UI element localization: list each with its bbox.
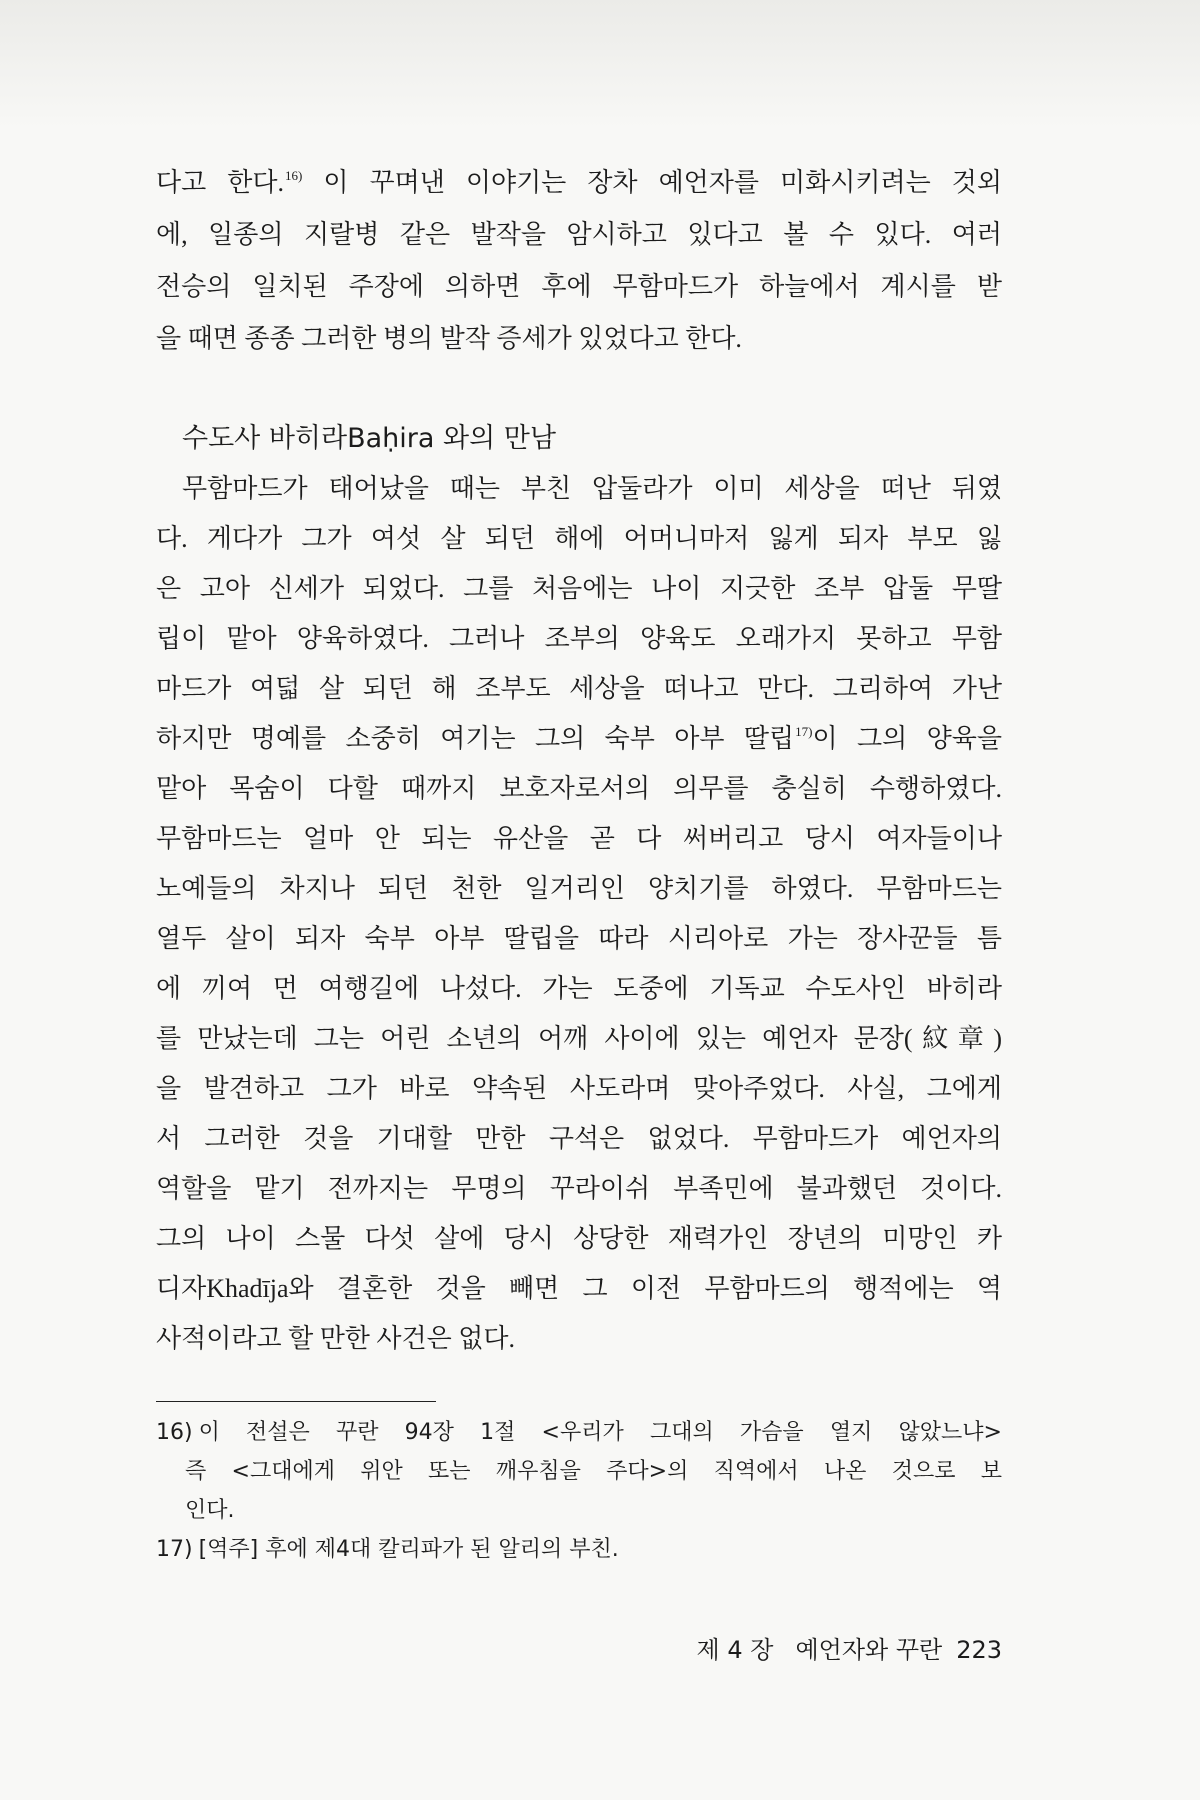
paragraph-line: 에, 일종의 지랄병 같은 발작을 암시하고 있다고 볼 수 있다. 여러	[156, 220, 1002, 249]
paragraph-line: 맡아 목숨이 다할 때까지 보호자로서의 의무를 충실히 수행하였다.	[156, 774, 1002, 803]
paragraph-line: 노예들의 차지나 되던 천한 일거리인 양치기를 하였다. 무함마드는	[156, 874, 1002, 903]
paragraph-continued	[156, 157, 1002, 365]
footnote-label: 16)	[156, 1420, 193, 1445]
paragraph-line: 립이 맡아 양육하였다. 그러나 조부의 양육도 오래가지 못하고 무함	[156, 624, 1002, 653]
footnote-ref-17: 17)	[795, 724, 813, 739]
line-text: 하지만 명예를 소중히 여기는 그의 숙부 아부 딸립	[156, 724, 795, 753]
scan-shading	[0, 0, 1200, 130]
paragraph-line: 사적이라고 할 만한 사건은 없다.	[156, 1324, 516, 1353]
paragraph-line: 마드가 여덟 살 되던 해 조부도 세상을 떠나고 만다. 그리하여 가난	[156, 674, 1002, 703]
line-text: 다고 한다.	[156, 168, 284, 197]
footnote-line: 즉 <그대에게 위안 또는 깨우침을 주다>의 직역에서 나온 것으로 보	[185, 1459, 1002, 1484]
paragraph-line: 을 때면 종종 그러한 병의 발작 증세가 있었다고 한다.	[156, 324, 742, 353]
footnote-17	[156, 1530, 1002, 1569]
paragraph-line: 전승의 일치된 주장에 의하면 후에 무함마드가 하늘에서 계시를 받	[156, 272, 1002, 301]
page-number: 223	[956, 1636, 1002, 1664]
line-text: 이 꾸며낸 이야기는 장차 예언자를 미화시키려는 것외	[302, 168, 1002, 197]
paragraph-line: 무함마드는 얼마 안 되는 유산을 곧 다 써버리고 당시 여자들이나	[156, 824, 1002, 853]
paragraph-line: 무함마드가 태어났을 때는 부친 압둘라가 이미 세상을 떠난 뒤였	[182, 474, 1002, 503]
paragraph-line: 을 발견하고 그가 바로 약속된 사도라며 맞아주었다. 사실, 그에게	[156, 1074, 1002, 1103]
paragraph-body	[156, 464, 1002, 1364]
paragraph-line: 를 만났는데 그는 어린 소년의 어깨 사이에 있는 예언자 문장(紋章)	[156, 1024, 1002, 1053]
page-footer	[697, 1628, 1002, 1672]
footnote-text: 이 전설은 꾸란 94장 1절 <우리가 그대의 가슴을 열지 않았느냐>	[198, 1420, 1002, 1445]
paragraph-line: 그의 나이 스물 다섯 살에 당시 상당한 재력가인 장년의 미망인 카	[156, 1224, 1002, 1253]
footer-chapter-title: 예언자와 꾸란	[795, 1636, 943, 1664]
footnote-divider	[156, 1401, 436, 1402]
section-heading: 수도사 바히라Baḥira 와의 만남	[182, 423, 556, 454]
footnote-16	[156, 1413, 1002, 1452]
footnote-line: 인다.	[185, 1498, 235, 1523]
footnote-ref-16: 16)	[284, 168, 303, 183]
paragraph-line	[156, 157, 1002, 209]
paragraph-line: 디자Khadīja와 결혼한 것을 빼면 그 이전 무함마드의 행적에는 역	[156, 1274, 1002, 1303]
footnotes	[156, 1413, 1002, 1569]
paragraph-line: 다. 게다가 그가 여섯 살 되던 해에 어머니마저 잃게 되자 부모 잃	[156, 524, 1002, 553]
line-text: 이 그의 양육을	[812, 724, 1002, 753]
paragraph-line: 에 끼여 먼 여행길에 나섰다. 가는 도중에 기독교 수도사인 바히라	[156, 974, 1002, 1003]
paragraph-line: 역할을 맡기 전까지는 무명의 꾸라이쉬 부족민에 불과했던 것이다.	[156, 1174, 1002, 1203]
paragraph-line: 서 그러한 것을 기대할 만한 구석은 없었다. 무함마드가 예언자의	[156, 1124, 1002, 1153]
footer-chapter: 제 4 장	[696, 1636, 774, 1664]
footnote-text: [역주] 후에 제4대 칼리파가 된 알리의 부친.	[198, 1537, 619, 1562]
paragraph-line: 은 고아 신세가 되었다. 그를 처음에는 나이 지긋한 조부 압둘 무딸	[156, 574, 1002, 603]
paragraph-line: 열두 살이 되자 숙부 아부 딸립을 따라 시리아로 가는 장사꾼들 틈	[156, 924, 1002, 953]
paragraph-line	[156, 714, 1002, 764]
footnote-label: 17)	[156, 1537, 193, 1562]
